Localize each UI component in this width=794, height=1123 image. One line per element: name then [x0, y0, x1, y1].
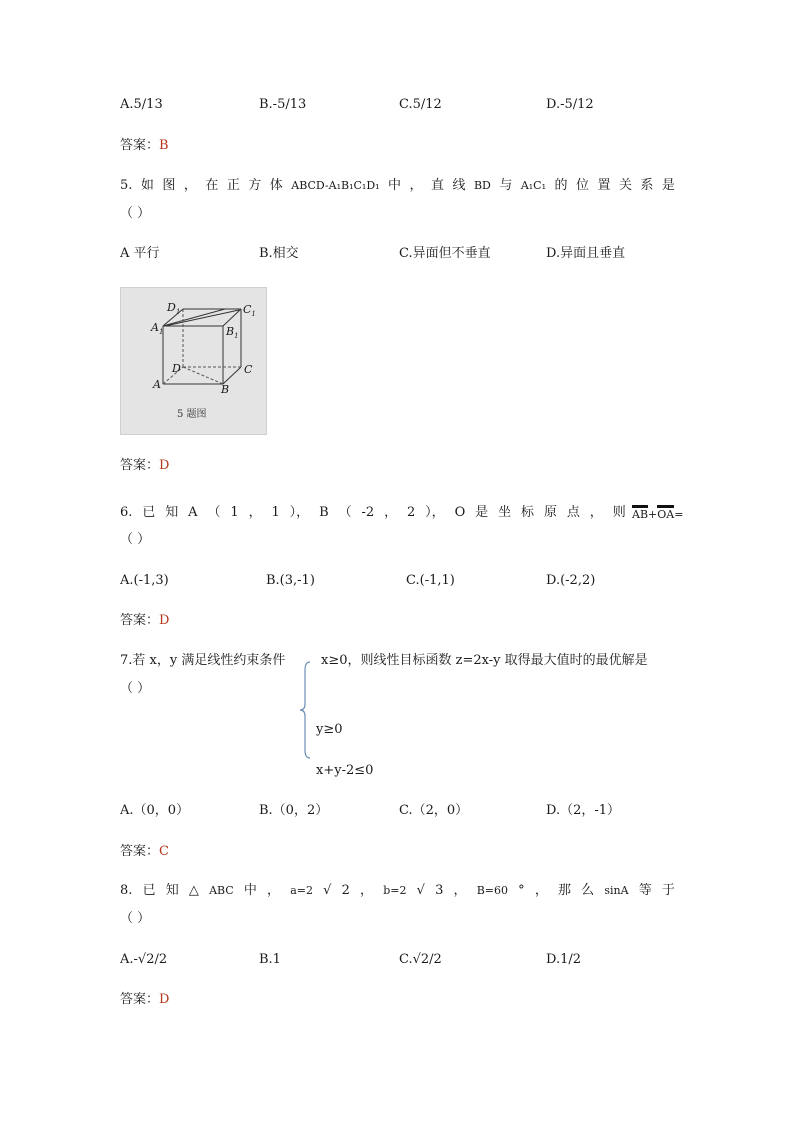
q7-condition-2: y≥0 [316, 722, 343, 737]
q8-stem-part: B=60 [476, 884, 509, 897]
q8-stem-part: ， [453, 883, 467, 898]
vertex-label-a: A [153, 378, 161, 391]
q5-stem-part: ， [409, 178, 423, 193]
q7-condition-1: x≥0，则线性目标函数 z=2x-y 取得最大值时的最优解是 [321, 653, 648, 668]
q8-stem-part: a=2 [290, 884, 313, 897]
q8-stem-part: 么 [581, 883, 595, 898]
answer-label: 答案： [120, 844, 160, 859]
q5-stem-part: 图 [162, 178, 176, 193]
q8-option-a: A.-√2/2 [120, 952, 168, 967]
q5-stem-part: 直 [431, 178, 445, 193]
q6-stem-part: 坐 [498, 505, 512, 520]
q5-stem-part: 5. [120, 178, 133, 193]
answer-value: C [159, 844, 169, 859]
q5-stem-part: 是 [661, 178, 675, 193]
q5-stem-part: 系 [640, 178, 654, 193]
q8-stem-part: 那 [558, 883, 572, 898]
brace-icon [298, 660, 312, 760]
q5-stem-part: 在 [205, 178, 219, 193]
answer-label: 答案： [120, 613, 160, 628]
vector-ab: AB [632, 505, 648, 522]
q8-stem-part: △ [188, 883, 199, 898]
vertex-label-c1: $C_1$ [243, 303, 256, 319]
q6-stem-part: ）， [425, 505, 445, 520]
q6-vector-expression [632, 505, 683, 523]
answer-label: 答案： [120, 138, 160, 153]
q6-stem-part: 1 [230, 505, 239, 520]
q6-stem-part: 6. [120, 505, 133, 520]
q8-stem-part: 8. [120, 883, 133, 898]
q8-paren: （ ） [120, 911, 151, 926]
q5-option-b: B.相交 [259, 246, 299, 261]
q6-stem-part: 是 [475, 505, 489, 520]
vertex-label-b1: $B_1$ [226, 325, 239, 341]
vector-equals: = [674, 508, 684, 521]
q8-stem-part: 于 [661, 883, 675, 898]
q5-stem-part: 正 [226, 178, 240, 193]
q8-stem-part: √ [416, 883, 425, 898]
q8-stem-part: 3 [435, 883, 444, 898]
q6-stem-part: 2 [406, 505, 416, 520]
q8-stem [120, 883, 675, 899]
q5-stem-part: BD [473, 179, 491, 192]
q6-option-a: A.(-1,3) [120, 573, 169, 588]
q8-option-b: B.1 [259, 952, 281, 967]
q5-stem-part: 位 [575, 178, 589, 193]
q4-option-b: B.-5/13 [259, 97, 307, 112]
q8-option-c: C.√2/2 [399, 952, 442, 967]
answer-value: D [159, 613, 170, 628]
vector-oa: OA [657, 505, 674, 522]
q5-stem-part: 线 [452, 178, 466, 193]
q6-stem-part: 原 [543, 505, 557, 520]
q6-stem-part: A [188, 505, 198, 520]
q5-option-d: D.异面且垂直 [546, 246, 626, 261]
q6-stem-part: ， [248, 505, 262, 520]
answer-value: D [159, 992, 170, 1007]
q4-option-a: A.5/13 [120, 97, 163, 112]
q6-option-d: D.(-2,2) [546, 573, 596, 588]
q7-paren: （ ） [120, 681, 151, 696]
q5-stem-part: 关 [618, 178, 632, 193]
q6-stem-part: 已 [142, 505, 156, 520]
vertex-label-a1: $A_1$ [151, 321, 164, 337]
q8-answer [120, 992, 169, 1008]
q6-stem-part: 1 [271, 505, 280, 520]
q5-stem-part: ， [183, 178, 197, 193]
q8-stem-part: ， [360, 883, 374, 898]
answer-label: 答案： [120, 992, 160, 1007]
q6-option-b: B.(3,-1) [266, 573, 315, 588]
q8-stem-part: 等 [638, 883, 652, 898]
q4-answer [120, 138, 169, 154]
q6-paren: （ ） [120, 532, 151, 547]
q5-stem-part: 与 [499, 178, 513, 193]
q6-stem-part: ， [589, 505, 603, 520]
q5-stem-part: 中 [388, 178, 402, 193]
q6-stem-part: 则 [612, 505, 626, 520]
q5-stem-part: ABCD-A₁B₁C₁D₁ [291, 179, 380, 192]
vector-plus: + [648, 508, 658, 521]
q6-stem-part: ， [384, 505, 398, 520]
q4-option-d: D.-5/12 [546, 97, 594, 112]
answer-label: 答案： [120, 458, 160, 473]
q7-option-d: D.（2，-1） [546, 803, 621, 818]
q8-stem-part: ， [267, 883, 281, 898]
q5-stem [120, 178, 675, 194]
q7-option-c: C.（2，0） [399, 803, 469, 818]
q7-condition-3: x+y-2≤0 [316, 763, 374, 778]
cube-figure [120, 287, 267, 435]
q6-stem-part: 标 [521, 505, 535, 520]
q6-stem-part: 点 [566, 505, 580, 520]
q8-stem-part: √ [323, 883, 332, 898]
q5-stem-part: 的 [554, 178, 568, 193]
q8-stem-part: ， [534, 883, 548, 898]
answer-value: B [159, 138, 169, 153]
vertex-label-b: B [221, 383, 230, 396]
q5-stem-part: A₁C₁ [520, 179, 547, 192]
vertex-label-d: D [172, 362, 181, 375]
q8-option-d: D.1/2 [546, 952, 582, 967]
answer-value: D [159, 458, 170, 473]
q8-stem-part: 2 [341, 883, 350, 898]
q7-option-b: B.（0，2） [259, 803, 329, 818]
vertex-label-d1: $D_1$ [167, 301, 181, 317]
q6-stem-part: （ [338, 505, 352, 520]
q5-stem-part: 方 [248, 178, 262, 193]
q7-option-a: A.（0，0） [120, 803, 190, 818]
q6-stem-part: -2 [361, 505, 375, 520]
vertex-label-c: C [244, 363, 253, 376]
q5-stem-part: 置 [597, 178, 611, 193]
q8-stem-part: ABC [209, 884, 234, 897]
q4-option-c: C.5/12 [399, 97, 442, 112]
q5-stem-part: 体 [269, 178, 283, 193]
q7-answer [120, 844, 169, 860]
q5-paren: （ ） [120, 206, 151, 221]
q6-answer [120, 613, 169, 629]
q8-stem-part: ° [518, 883, 525, 898]
q8-stem-part: b=2 [383, 884, 407, 897]
q6-stem [120, 505, 626, 521]
q8-stem-part: 知 [165, 883, 179, 898]
q6-stem-part: O [454, 505, 466, 520]
q5-option-c: C.异面但不垂直 [399, 246, 491, 261]
q5-option-a: A 平行 [120, 246, 160, 261]
q6-stem-part: 知 [165, 505, 179, 520]
q6-option-c: C.(-1,1) [406, 573, 455, 588]
q6-stem-part: （ [207, 505, 221, 520]
q5-answer [120, 458, 169, 474]
q8-stem-part: 已 [142, 883, 156, 898]
q8-stem-part: sinA [604, 884, 629, 897]
figure-caption: 5 题图 [177, 409, 207, 420]
q8-stem-part: 中 [243, 883, 257, 898]
q6-stem-part: ）， [289, 505, 310, 520]
q5-stem-part: 如 [140, 178, 154, 193]
q7-stem-start: 7.若 x，y 满足线性约束条件 [120, 653, 286, 668]
q6-stem-part: B [319, 505, 329, 520]
